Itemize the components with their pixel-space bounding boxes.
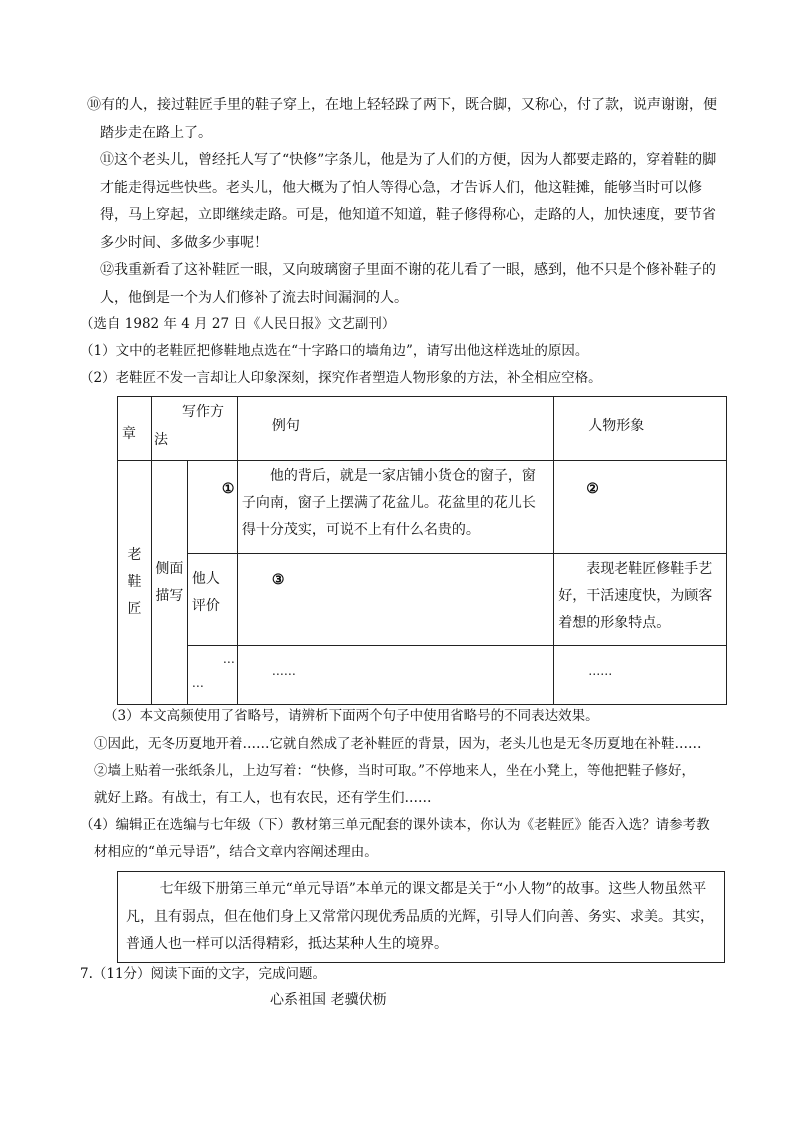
- unit-guide-text: 七年级下册第三单元“单元导语”本单元的课文都是关于“小人物”的故事。这些人物虽然平凡，且有弱点，但在他们身上又常常闪现优秀品质的光辉，引导人们向善、务实、求美。其实，普通人也一样可以活得精彩，抵达某种人生的境界。: [126, 881, 714, 952]
- blank-2-marker: ②: [586, 481, 599, 497]
- blank-3-marker: ③: [271, 572, 285, 588]
- header-subject-cell: [118, 397, 152, 461]
- unit-guide-box: [117, 871, 725, 963]
- table-row: [118, 461, 727, 554]
- image-cell-2: [554, 554, 727, 646]
- header-method-line2: 法: [153, 432, 168, 448]
- question-3-sentence-2-line-2: 就好上路。有战士，有工人，也有农民，还有学生们……: [94, 790, 432, 806]
- table-row: [118, 646, 727, 705]
- header-image-cell: [554, 397, 727, 461]
- paragraph-11: ⑪这个老头儿，曾经托人写了“快修”字条儿，他是为了人们的方便，因为人都要走路的，穿着鞋的脚才能走得远些快些。老头儿，他大概为了怕人等得心急，才告诉人们，他这鞋摊，能够当时可以修得，马上穿起，立即继续走路。可是，他知道不知道，鞋子修得称心，走路的人，加快速度，要节省多少时间、多做多少事呢！: [100, 152, 717, 251]
- subject-cell: 老 鞋 匠: [118, 461, 152, 705]
- header-example-label: 例句: [271, 418, 300, 434]
- source-note: （选自 1982 年 4 月 27 日《人民日报》文艺副刊）: [80, 316, 396, 332]
- header-example-cell: [237, 397, 553, 461]
- question-4-line-2: 材相应的“单元导语”，结合文章内容阐述理由。: [94, 844, 378, 860]
- question-4-line-1: （4）编辑正在选编与七年级（下）教材第三单元配套的课外读本，你认为《老鞋匠》能否入选？请参考教: [80, 817, 710, 833]
- image-blank-2-cell: [554, 461, 727, 554]
- analysis-table: [117, 396, 727, 705]
- blank-1-marker: ①: [221, 481, 235, 497]
- header-method-line1: 写作方: [181, 404, 224, 420]
- method-cell-others: 他人 评价: [187, 554, 237, 646]
- question-3-sentence-1: ①因此，无冬历夏地开着……它就自然成了老补鞋匠的背景，因为，老头儿也是无冬历夏地在补鞋……: [94, 736, 702, 752]
- question-1: （1）文中的老鞋匠把修鞋地点选在“十字路口的墙角边”，请写出他这样选址的原因。: [80, 343, 589, 359]
- example-cell-1: [237, 461, 553, 554]
- image-text-2: 表现老鞋匠修鞋手艺好，干活速度快，为顾客着想的形象特点。: [558, 561, 713, 631]
- example-cell-ellipsis: [237, 646, 553, 705]
- paragraph-12: ⑫我重新看了这补鞋匠一眼，又向玻璃窗子里面不谢的花儿看了一眼，感到，他不只是个修补鞋子的人，他倒是一个为人们修补了流去时间漏洞的人。: [100, 262, 716, 306]
- image-cell-ellipsis: [554, 646, 727, 705]
- table-row: [118, 554, 727, 646]
- header-image-label: 人物形象: [588, 418, 645, 434]
- header-subject-label: 章: [122, 426, 136, 442]
- method-ellipsis-b: …: [191, 676, 204, 690]
- question-3-sentence-2-line-1: ②墙上贴着一张纸条儿，上边写着：“快修，当时可取。”不停地来人，坐在小凳上，等他把鞋子修好，: [94, 763, 696, 779]
- question-3: （3）本文高频使用了省略号，请辨析下面两个句子中使用省略号的不同表达效果。: [104, 708, 599, 724]
- header-method-cell: [151, 397, 237, 461]
- method-blank-1-cell: [187, 461, 237, 554]
- example-text-1: 他的背后，就是一家店铺小货仓的窗子，窗子向南，窗子上摆满了花盆儿。花盆里的花儿长得十分茂实，可说不上有什么名贵的。: [241, 468, 536, 538]
- question-2: （2）老鞋匠不发一言却让人印象深刻，探究作者塑造人物形象的方法，补全相应空格。: [80, 370, 602, 386]
- table-header-row: [118, 397, 727, 461]
- paragraph-10: ⑩有的人，接过鞋匠手里的鞋子穿上，在地上轻轻跺了两下，既合脚，又称心，付了款，说声谢谢，便踏步走在路上了。: [87, 97, 717, 141]
- example-ellipsis: ……: [271, 664, 296, 678]
- question-7: 7.（11分）阅读下面的文字，完成问题。: [80, 966, 327, 982]
- method-ellipsis-a: …: [222, 652, 235, 666]
- side-description-cell: 侧面 描写: [151, 461, 187, 705]
- next-article-title: 心系祖国 老骥伏枥: [270, 992, 387, 1008]
- image-ellipsis: ……: [588, 664, 613, 678]
- example-blank-3-cell: [237, 554, 553, 646]
- method-cell-ellipsis: [187, 646, 237, 705]
